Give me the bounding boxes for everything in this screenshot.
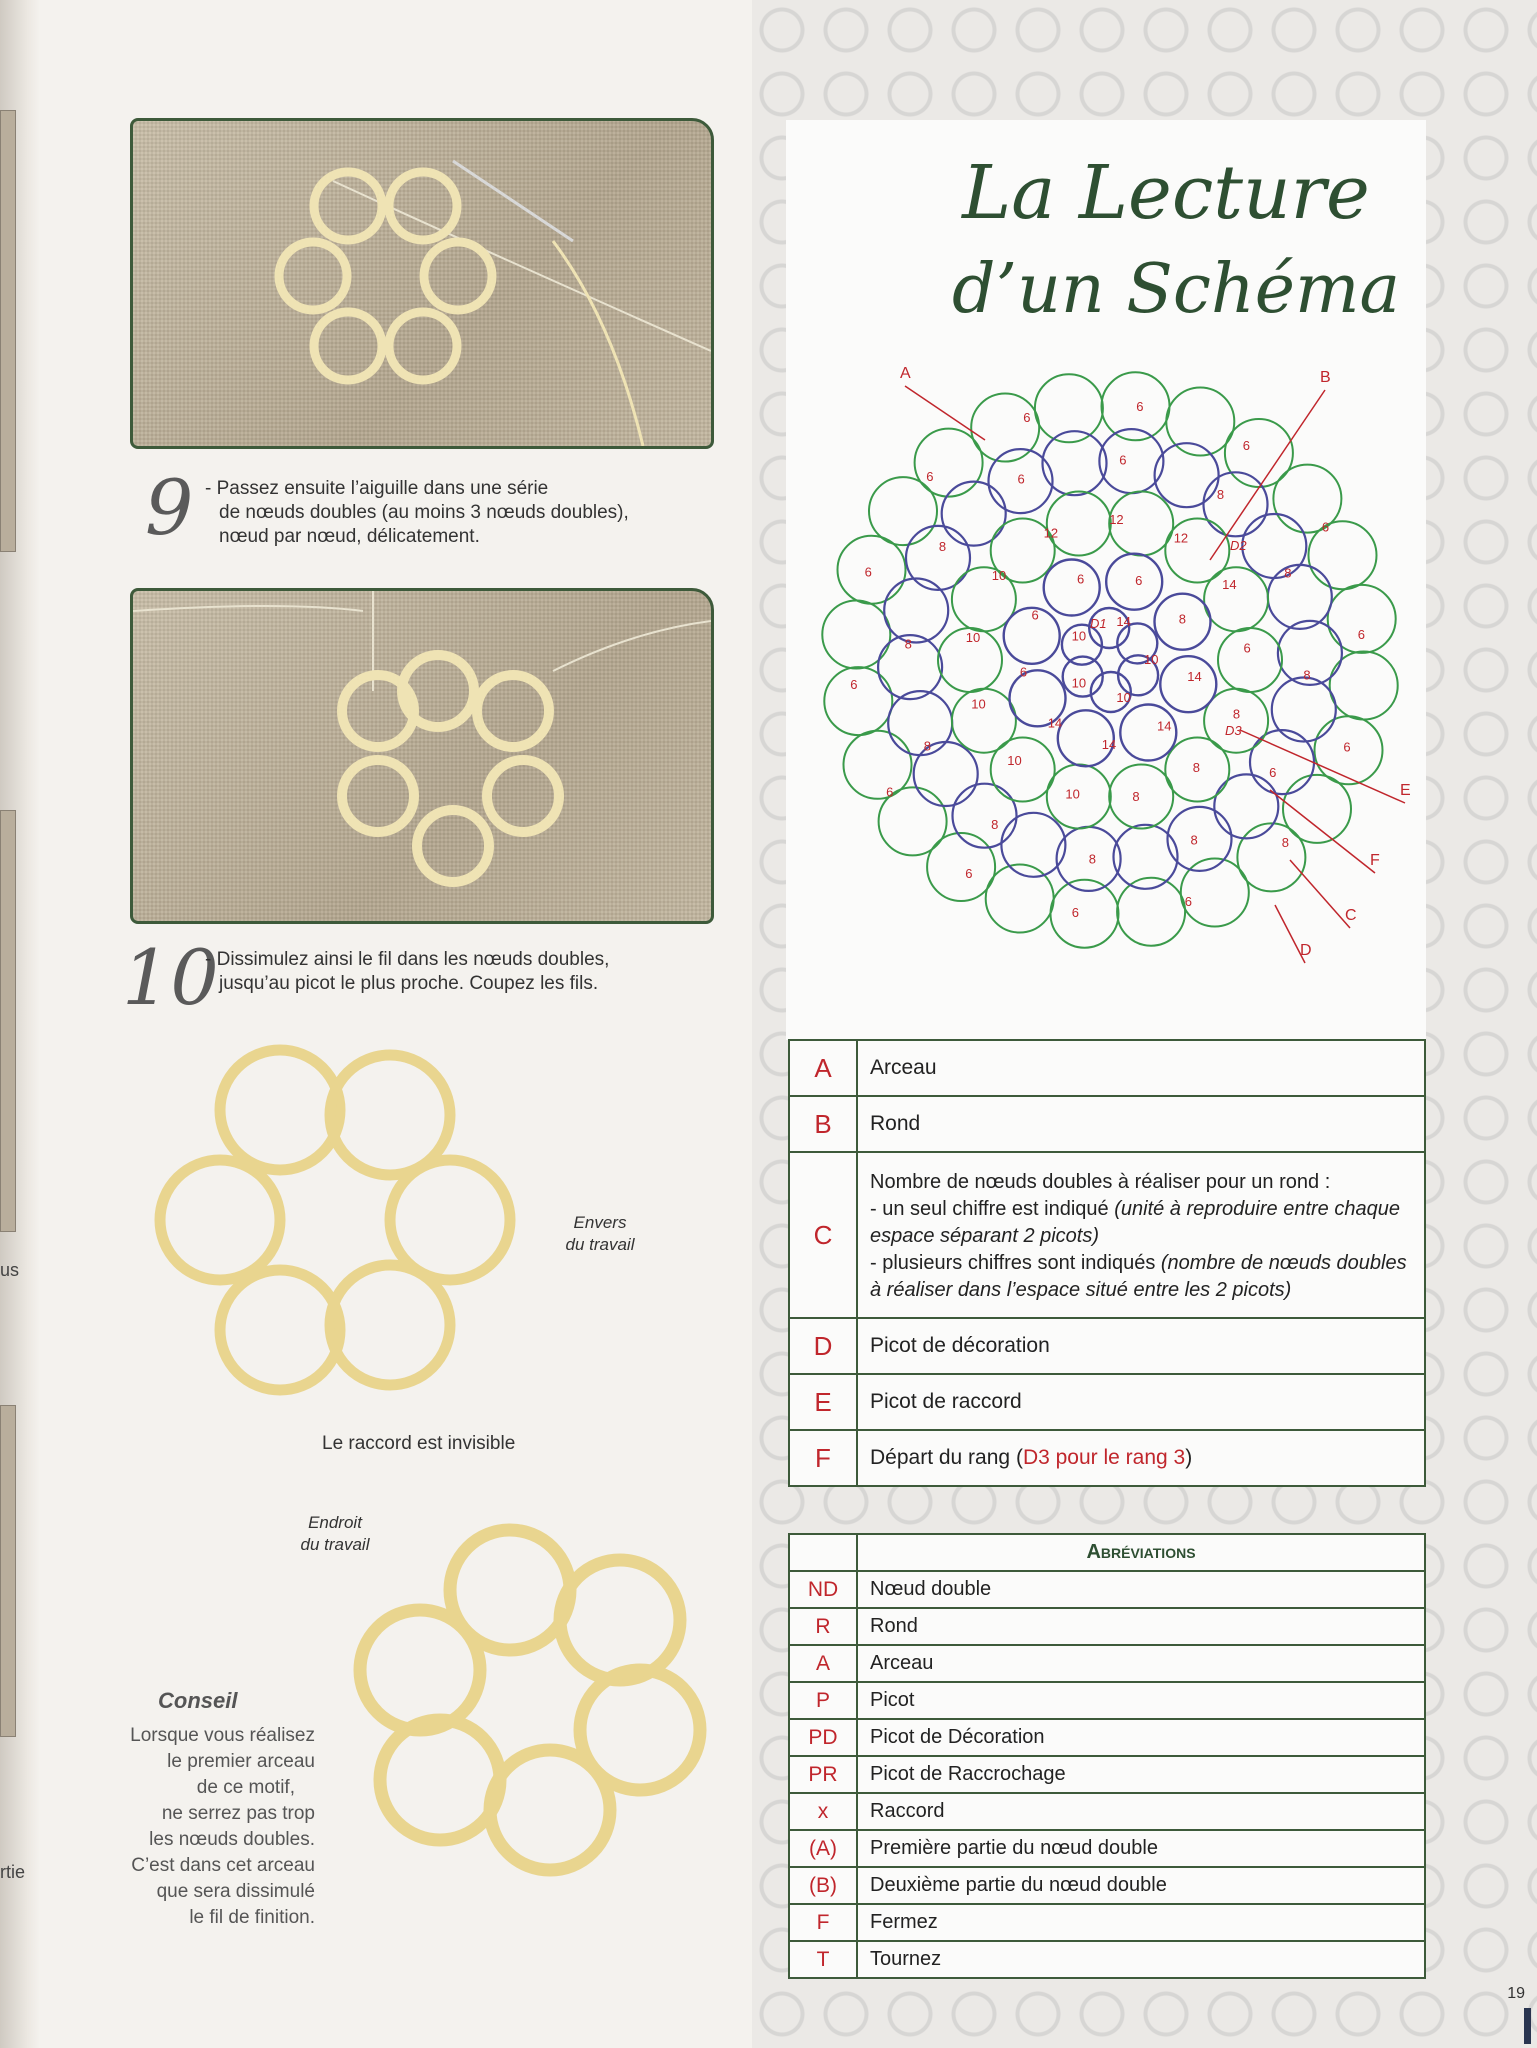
diagram-number: 6 xyxy=(864,564,872,580)
diagram-loop xyxy=(1242,514,1306,578)
legend-row xyxy=(789,1374,1425,1430)
legend-c-item-text: - un seul chiffre est indiqué xyxy=(870,1197,1115,1220)
diagram-loop xyxy=(1272,678,1336,742)
legend-key: F xyxy=(789,1430,857,1486)
diagram-number: 12 xyxy=(1109,512,1124,528)
diagram-loop xyxy=(1109,765,1173,829)
legend-c-item xyxy=(870,1250,1423,1304)
diagram-number: 6 xyxy=(1019,664,1028,680)
caption-line: du travail xyxy=(565,1235,635,1254)
legend-value xyxy=(857,1152,1425,1318)
step-text-line: nœud par nœud, délicatement. xyxy=(219,526,480,547)
legend-c-item-note: (nombre de nœuds doubles à réaliser dans l’espace situé entre les 2 picots) xyxy=(870,1251,1407,1301)
abbr-value: Fermez xyxy=(857,1904,1425,1941)
abbr-key: R xyxy=(789,1608,857,1645)
diagram-number: 10 xyxy=(965,629,981,645)
diagram-number: 6 xyxy=(1243,640,1251,656)
diagram-number: 10 xyxy=(1144,652,1159,667)
abbr-value: Picot xyxy=(857,1682,1425,1719)
diagram-number: 8 xyxy=(1192,760,1201,776)
diagram-letter-label: C xyxy=(1345,907,1357,924)
step-text-line: de nœuds doubles (au moins 3 nœuds doubles), xyxy=(219,502,629,523)
abbr-key: (B) xyxy=(789,1867,857,1904)
diagram-number: 6 xyxy=(850,676,858,692)
abbr-row xyxy=(789,1904,1425,1941)
legend-c-item-text: - plusieurs chiffres sont indiqués xyxy=(870,1251,1161,1274)
diagram-number: 6 xyxy=(926,469,934,485)
legend-value: Picot de décoration xyxy=(857,1318,1425,1374)
abbr-value: Raccord xyxy=(857,1793,1425,1830)
legend-key: C xyxy=(789,1152,857,1318)
legend-row xyxy=(789,1152,1425,1318)
diagram-number: 6 xyxy=(1071,905,1080,920)
legend-table xyxy=(788,1039,1426,1487)
conseil-text xyxy=(60,1723,315,1931)
conseil-title: Conseil xyxy=(158,1688,238,1713)
legend-c-intro: Nombre de nœuds doubles à réaliser pour un rond : xyxy=(870,1170,1331,1193)
step-10-photo xyxy=(130,588,714,924)
diagram-number: 10 xyxy=(971,696,986,712)
diagram-loop xyxy=(1204,472,1268,536)
abbr-key: P xyxy=(789,1682,857,1719)
step-text-line: - Dissimulez ainsi le fil dans les nœuds doubles, xyxy=(205,949,610,970)
diagram-number: 6 xyxy=(965,865,973,881)
diagram-loop xyxy=(1114,825,1178,889)
diagram-number: 10 xyxy=(1071,675,1087,691)
step-10-text xyxy=(205,948,725,996)
diagram-number: 6 xyxy=(1119,452,1127,468)
diagram-number: 6 xyxy=(1184,893,1192,909)
diagram-number: 8 xyxy=(1216,486,1225,502)
abbr-key: PD xyxy=(789,1719,857,1756)
conseil-line: Lorsque vous réalisez xyxy=(130,1725,315,1746)
abbreviations-header: Abréviations xyxy=(857,1534,1425,1571)
abbreviations-header-row xyxy=(789,1534,1425,1571)
diagram-number: 6 xyxy=(1017,471,1025,487)
diagram-number: 10 xyxy=(1007,753,1022,769)
diagram-number: 8 xyxy=(938,539,947,555)
diagram-loop xyxy=(869,477,937,545)
diagram-number: 14 xyxy=(1101,737,1117,752)
abbreviations-table xyxy=(788,1533,1426,1979)
conseil-line: de ce motif, xyxy=(196,1777,295,1798)
diagram-number: 10 xyxy=(1116,690,1131,705)
abbr-row xyxy=(789,1941,1425,1978)
abbr-row xyxy=(789,1682,1425,1719)
diagram-loop xyxy=(1328,585,1396,653)
diagram-number: 6 xyxy=(1269,764,1277,780)
diagram-loop xyxy=(844,731,912,799)
abbr-value: Rond xyxy=(857,1608,1425,1645)
diagram-start-label: D1 xyxy=(1090,616,1107,631)
page-edge-mark xyxy=(1524,2008,1531,2044)
abbr-value: Picot de Raccrochage xyxy=(857,1756,1425,1793)
page-title-line2: d’un Schéma xyxy=(951,250,1401,329)
step-number: 10 xyxy=(122,933,219,1022)
diagram-number: 6 xyxy=(1321,519,1330,535)
legend-value: Arceau xyxy=(857,1040,1425,1096)
caption-line: Envers xyxy=(573,1213,627,1232)
abbr-key: A xyxy=(789,1645,857,1682)
diagram-loop xyxy=(1099,429,1163,493)
previous-page-photo xyxy=(0,110,16,552)
diagram-number: 6 xyxy=(1135,572,1143,588)
diagram-number: 14 xyxy=(1157,718,1172,734)
legend-row xyxy=(789,1040,1425,1096)
conseil-line: les nœuds doubles. xyxy=(149,1829,315,1850)
step-text-line: - Passez ensuite l’aiguille dans une série xyxy=(205,478,549,499)
conseil-line: ne serrez pas trop xyxy=(161,1803,315,1824)
abbr-key: ND xyxy=(789,1571,857,1608)
abbr-value: Arceau xyxy=(857,1645,1425,1682)
legend-f-highlight: D3 pour le rang 3 xyxy=(1022,1446,1186,1469)
abbr-key: F xyxy=(789,1904,857,1941)
diagram-number: 8 xyxy=(1178,611,1186,627)
abbr-row xyxy=(789,1867,1425,1904)
caption-line: Endroit xyxy=(308,1513,362,1532)
diagram-number: 8 xyxy=(1281,834,1289,850)
diagram-loop xyxy=(824,667,892,735)
diagram-loop xyxy=(942,482,1006,546)
motif-back-image xyxy=(150,1030,550,1420)
previous-page-photo xyxy=(0,1405,16,1737)
abbr-value: Nœud double xyxy=(857,1571,1425,1608)
abbr-value: Première partie du nœud double xyxy=(857,1830,1425,1867)
diagram-pointer-line xyxy=(1270,790,1375,873)
diagram-pointer-line xyxy=(905,386,985,440)
previous-page-photo xyxy=(0,810,16,1232)
tatting-diagram xyxy=(800,360,1420,1000)
diagram-number: 12 xyxy=(1173,530,1189,546)
diagram-loop xyxy=(906,526,970,590)
previous-page-text: us xyxy=(0,1260,20,1280)
tatting-motif-image xyxy=(133,591,711,921)
legend-f-text: Départ du rang xyxy=(870,1446,1016,1469)
legend-c-item-note: (unité à reproduire entre chaque espace séparant 2 picots) xyxy=(870,1197,1400,1247)
legend-row xyxy=(789,1096,1425,1152)
diagram-number: 8 xyxy=(991,817,999,833)
abbr-row xyxy=(789,1793,1425,1830)
abbr-key: (A) xyxy=(789,1830,857,1867)
diagram-letter-label: E xyxy=(1400,782,1411,799)
step-number: 9 xyxy=(145,463,194,552)
diagram-loop xyxy=(1268,565,1332,629)
diagram-pointer-line xyxy=(1210,390,1325,560)
page-title-line1: La Lecture xyxy=(962,150,1370,236)
page-number: 19 xyxy=(1507,1985,1525,2002)
diagram-number: 14 xyxy=(1222,576,1237,592)
diagram-number: 6 xyxy=(1357,627,1366,643)
legend-row xyxy=(789,1318,1425,1374)
diagram-loop xyxy=(1044,560,1100,616)
header-spacer xyxy=(789,1534,857,1571)
abbr-row xyxy=(789,1571,1425,1608)
diagram-number: 14 xyxy=(1187,668,1202,684)
diagram-number: 8 xyxy=(1132,789,1140,805)
step-9-text xyxy=(205,477,725,549)
diagram-loop xyxy=(888,691,952,755)
diagram-loop xyxy=(953,784,1017,848)
diagram-number: 10 xyxy=(991,568,1007,584)
diagram-number: 6 xyxy=(1023,410,1031,426)
legend-key: A xyxy=(789,1040,857,1096)
legend-key: D xyxy=(789,1318,857,1374)
diagram-letter-label: D xyxy=(1300,942,1312,959)
abbr-value: Picot de Décoration xyxy=(857,1719,1425,1756)
diagram-number: 8 xyxy=(1303,667,1311,683)
diagram-number: 8 xyxy=(904,636,912,652)
step-9-photo xyxy=(130,118,714,449)
legend-value: Rond xyxy=(857,1096,1425,1152)
legend-c-item xyxy=(870,1196,1423,1250)
diagram-number: 8 xyxy=(1190,832,1198,848)
previous-page-text: rtie xyxy=(0,1862,26,1882)
diagram-loop xyxy=(1250,730,1314,794)
diagram-number: 10 xyxy=(1065,786,1080,802)
motif-front-image xyxy=(330,1500,730,1920)
diagram-number: 6 xyxy=(1242,438,1251,454)
abbr-row xyxy=(789,1608,1425,1645)
diagram-loop xyxy=(927,833,995,901)
diagram-number: 6 xyxy=(1343,739,1351,755)
diagram-loop xyxy=(1043,431,1107,495)
diagram-loop xyxy=(1047,492,1111,556)
diagram-letter-label: B xyxy=(1320,369,1331,386)
step-text-line: jusqu’au picot le plus proche. Coupez les fils. xyxy=(219,973,599,994)
diagram-letter-label: A xyxy=(900,365,911,382)
legend-f-end: ) xyxy=(1185,1446,1193,1469)
caption-raccord: Le raccord est invisible xyxy=(322,1433,516,1454)
diagram-loop xyxy=(1214,774,1278,838)
conseil-line: le fil de finition. xyxy=(189,1907,315,1928)
diagram-start-label: D2 xyxy=(1230,538,1247,553)
legend-key: B xyxy=(789,1096,857,1152)
legend-value: Picot de raccord xyxy=(857,1374,1425,1430)
diagram-number: 6 xyxy=(1136,399,1144,414)
diagram-number: 8 xyxy=(1232,706,1241,722)
diagram-number: 8 xyxy=(1284,565,1292,581)
conseil-line: le premier arceau xyxy=(167,1751,315,1772)
diagram-number: 6 xyxy=(1031,607,1039,623)
diagram-number: 14 xyxy=(1047,715,1063,731)
abbr-value: Deuxième partie du nœud double xyxy=(857,1867,1425,1904)
abbr-row xyxy=(789,1645,1425,1682)
diagram-number: 8 xyxy=(1088,851,1096,867)
diagram-number: 8 xyxy=(923,738,931,754)
abbr-row xyxy=(789,1756,1425,1793)
caption-line: du travail xyxy=(300,1535,370,1554)
diagram-pointer-line xyxy=(1290,860,1350,928)
legend-key: E xyxy=(789,1374,857,1430)
abbr-key: T xyxy=(789,1941,857,1978)
conseil-line: C’est dans cet arceau xyxy=(131,1855,315,1876)
diagram-number: 6 xyxy=(886,784,894,800)
diagram-loop xyxy=(1160,656,1216,712)
abbr-row xyxy=(789,1719,1425,1756)
diagram-number: 12 xyxy=(1043,525,1059,541)
abbr-value: Tournez xyxy=(857,1941,1425,1978)
diagram-letter-label: F xyxy=(1370,852,1380,869)
diagram-number: 14 xyxy=(1116,614,1131,629)
diagram-loop xyxy=(1309,521,1377,589)
diagram-loop xyxy=(884,579,948,643)
abbr-key: x xyxy=(789,1793,857,1830)
legend-value: Départ du rang (D3 pour le rang 3) xyxy=(857,1430,1425,1486)
legend-row xyxy=(789,1430,1425,1486)
diagram-number: 6 xyxy=(1077,571,1085,587)
abbr-key: PR xyxy=(789,1756,857,1793)
diagram-number: 10 xyxy=(1071,628,1087,644)
diagram-loop xyxy=(1218,628,1282,692)
caption-envers xyxy=(545,1212,655,1256)
conseil-line: que sera dissimulé xyxy=(156,1881,315,1902)
diagram-start-label: D3 xyxy=(1225,723,1242,738)
tatting-motif-image xyxy=(133,121,711,446)
abbr-row xyxy=(789,1830,1425,1867)
